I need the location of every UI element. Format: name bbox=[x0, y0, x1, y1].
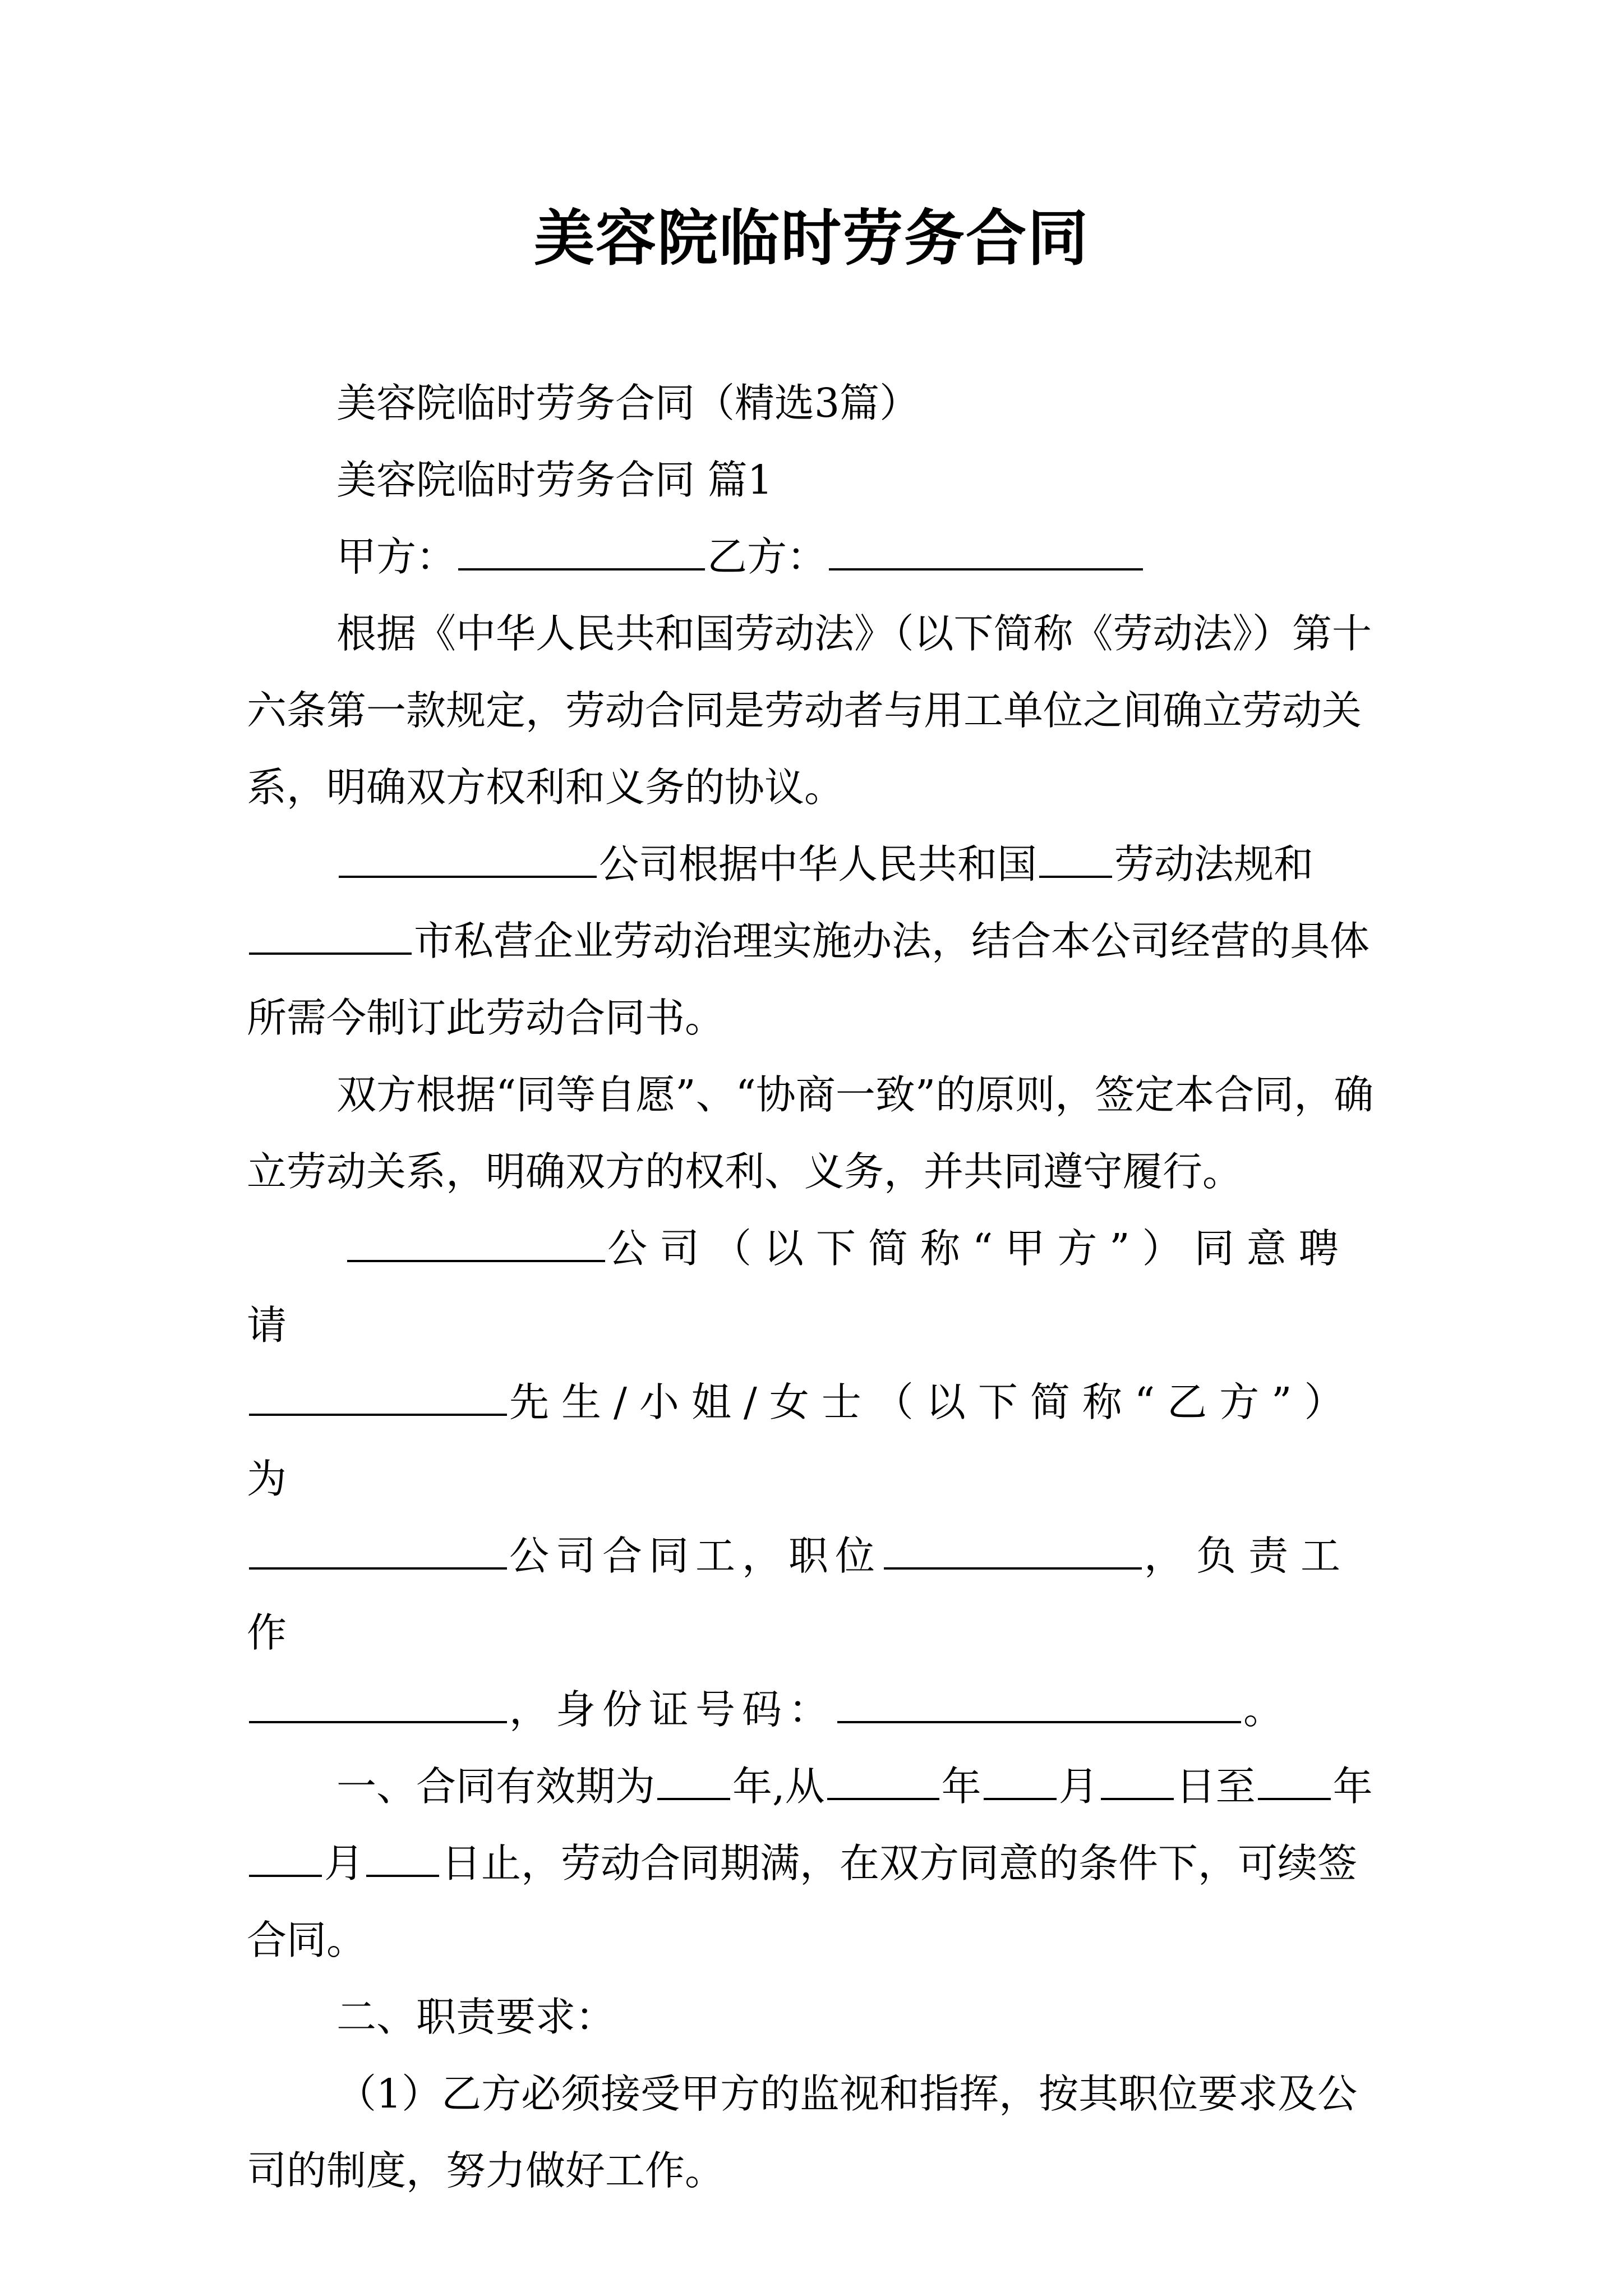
clause-term bbox=[247, 1748, 1380, 1978]
start-day-blank bbox=[1101, 1765, 1174, 1800]
company-basis-text-b: 劳动法规和 bbox=[1114, 841, 1314, 887]
paragraph-labor-law: 根据《中华人民共和国劳动法》（以下简称《劳动法》）第十六条第一款规定，劳动合同是劳动者与用工单位之间确立劳动关系，明确双方权利和义务的协议。 bbox=[247, 610, 1372, 811]
term-text-b: 年,从 bbox=[732, 1763, 825, 1810]
duty-blank bbox=[249, 1688, 507, 1723]
end-year-blank bbox=[1258, 1765, 1331, 1800]
term-text-f: 年 bbox=[1332, 1763, 1373, 1810]
province-blank bbox=[1039, 843, 1112, 878]
term-text-d: 月 bbox=[1058, 1763, 1099, 1810]
city-blank bbox=[249, 920, 412, 955]
company-basis-text-c: 市私营企业劳动治理实施办法，结合本公司经营的具体所需今制订此劳动合同书。 bbox=[247, 918, 1370, 1041]
term-text-e: 日至 bbox=[1175, 1763, 1256, 1810]
employment-text-f: 。 bbox=[1243, 1686, 1290, 1733]
party-a-blank bbox=[458, 536, 705, 570]
clause-duties-heading: 二、职责要求： bbox=[336, 1994, 616, 2040]
paragraph-principle: 双方根据“同等自愿”、“协商一致”的原则，签定本合同，确立劳动关系，明确双方的权利、义务，并共同遵守履行。 bbox=[247, 1071, 1374, 1195]
parties-line bbox=[247, 518, 1380, 595]
party-b-label: 乙方： bbox=[707, 533, 827, 580]
company-blank-2 bbox=[249, 1535, 507, 1570]
employment-text-b: 先生/小姐/女士（以下简称“乙方”）为 bbox=[247, 1379, 1357, 1502]
term-text-g: 月 bbox=[324, 1840, 365, 1887]
employer-blank bbox=[347, 1227, 605, 1262]
party-a-label: 甲方： bbox=[336, 533, 457, 580]
section-heading: 美容院临时劳务合同 篇1 bbox=[336, 457, 773, 503]
company-name-blank bbox=[339, 843, 597, 878]
years-blank bbox=[657, 1765, 730, 1800]
start-month-blank bbox=[984, 1765, 1057, 1800]
party-b-blank bbox=[829, 536, 1143, 570]
end-day-blank bbox=[366, 1842, 439, 1877]
paragraph-employment bbox=[247, 1210, 1380, 1748]
clause-duties-item-1: （1）乙方必须接受甲方的监视和指挥，按其职位要求及公司的制度，努力做好工作。 bbox=[247, 2070, 1358, 2194]
employment-text-e: ，身份证号码： bbox=[509, 1686, 836, 1733]
term-text-a: 一、合同有效期为 bbox=[336, 1763, 656, 1810]
position-blank bbox=[884, 1535, 1142, 1570]
employee-name-blank bbox=[249, 1381, 507, 1416]
start-year-blank bbox=[827, 1765, 939, 1800]
company-basis-text-a: 公司根据中华人民共和国 bbox=[599, 841, 1038, 887]
employment-text-a: 公司（以下简称“甲方”）同意聘请 bbox=[247, 1225, 1351, 1349]
paragraph-company-basis bbox=[247, 826, 1380, 1056]
employment-text-c: 公司合同工，职位 bbox=[509, 1533, 882, 1579]
subtitle-line: 美容院临时劳务合同（精选3篇） bbox=[336, 380, 920, 426]
term-text-c: 年 bbox=[941, 1763, 981, 1810]
end-month-blank bbox=[249, 1842, 322, 1877]
id-number-blank bbox=[837, 1688, 1241, 1723]
term-text-h: 日止，劳动合同期满，在双方同意的条件下，可续签合同。 bbox=[247, 1840, 1358, 1963]
document-body bbox=[247, 365, 1380, 2209]
document-title: 美容院临时劳务合同 bbox=[533, 203, 1089, 274]
employment-text-d: ，负责工作 bbox=[247, 1533, 1353, 1656]
